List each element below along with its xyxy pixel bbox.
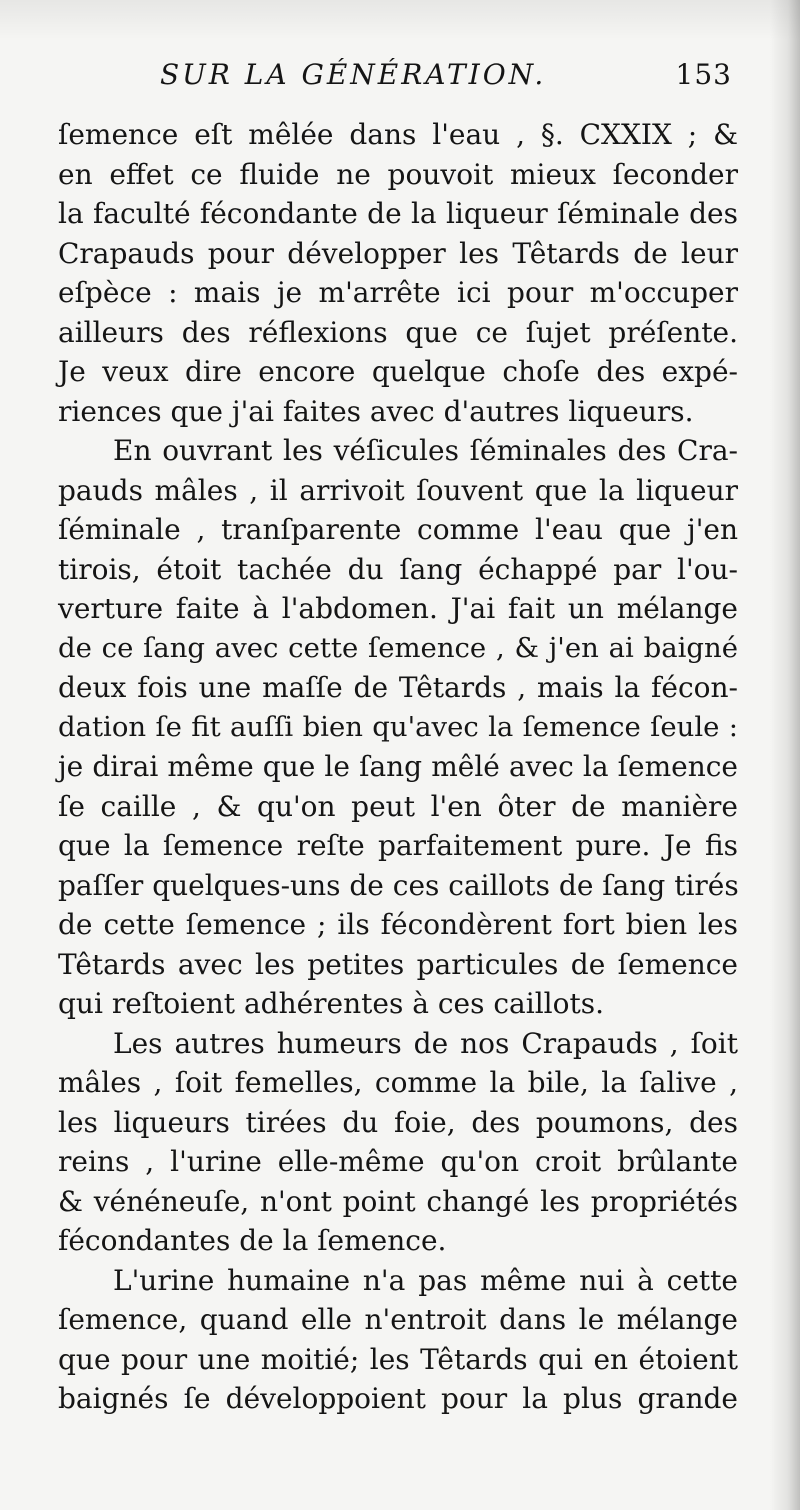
text-line: fécondantes de la ſemence. [58,1224,447,1257]
text-line: & vénéneuſe, n'ont point changé les propriétés [58,1184,738,1218]
text-line: en effet ce fluide ne pouvoit mieux ſeconder [58,157,738,191]
text-line: dation ſe fit auſſi bien qu'avec la ſemence ſeule : [58,710,738,743]
body-text [58,115,738,1419]
text-line: de ce ſang avec cette ſemence , & j'en ai baigné [58,631,738,664]
text-line: reins , l'urine elle-même qu'on croit brûlante [58,1145,738,1178]
text-line: L'urine humaine n'a pas même nui à cette [113,1263,738,1297]
text-line: tirois, étoit tachée du ſang échappé par l'ou- [58,552,738,586]
text-line: les liqueurs tirées du foie, des poumons, des [58,1105,738,1139]
text-line: deux fois une maſſe de Têtards , mais la fécon- [58,671,738,704]
text-line: pauds mâles , il arrivoit ſouvent que la liqueur [58,473,738,507]
text-line: Têtards avec les petites particules de ſemence [58,947,738,981]
text-line: riences que j'ai faites avec d'autres liqueurs. [58,394,694,428]
page-gutter-shadow [770,0,800,1510]
text-line: Je veux dire encore quelque choſe des expé- [58,355,738,388]
text-line: je dirai même que le ſang mêlé avec la ſemence [58,750,738,783]
text-line: ſemence, quand elle n'entroit dans le mélange [58,1303,738,1336]
text-line: Les autres humeurs de nos Crapauds , ſoit [113,1026,738,1060]
page-header [160,58,740,104]
text-line: mâles , ſoit femelles, comme la bile, la ſalive , [58,1066,738,1099]
page-top-shade [0,0,800,40]
text-line: la faculté fécondante de la liqueur ſéminale des [58,197,738,230]
text-line: ſéminale , tranſparente comme l'eau que j'en [58,513,738,546]
text-line: Crapauds pour développer les Têtards de leur [58,236,738,270]
text-line: qui reſtoient adhérentes à ces caillots. [58,987,604,1020]
page-number: 153 [675,58,732,91]
text-line: que la ſemence reſte parfaitement pure. Je fis [58,829,738,862]
text-line: paſſer quelques-uns de ces caillots de ſang tirés [58,868,739,902]
text-line: En ouvrant les véſicules ſéminales des Cra- [113,434,738,467]
text-line: ailleurs des réflexions que ce ſujet préſente. [58,315,738,349]
text-line: de cette ſemence ; ils fécondèrent fort bien les [58,908,738,941]
text-line: que pour une moitié; les Têtards qui en étoient [58,1342,738,1376]
text-line: baignés ſe développoient pour la plus grande [58,1382,738,1415]
running-title: SUR LA GÉNÉRATION. [160,58,547,91]
text-line: ſe caille , & qu'on peut l'en ôter de manière [58,789,738,823]
text-line: verture faite à l'abdomen. J'ai fait un mélange [58,592,738,625]
text-line: eſpèce : mais je m'arrête ici pour m'occuper [58,276,738,309]
text-line: ſemence eſt mêlée dans l'eau , §. CXXIX ; & [58,118,738,151]
